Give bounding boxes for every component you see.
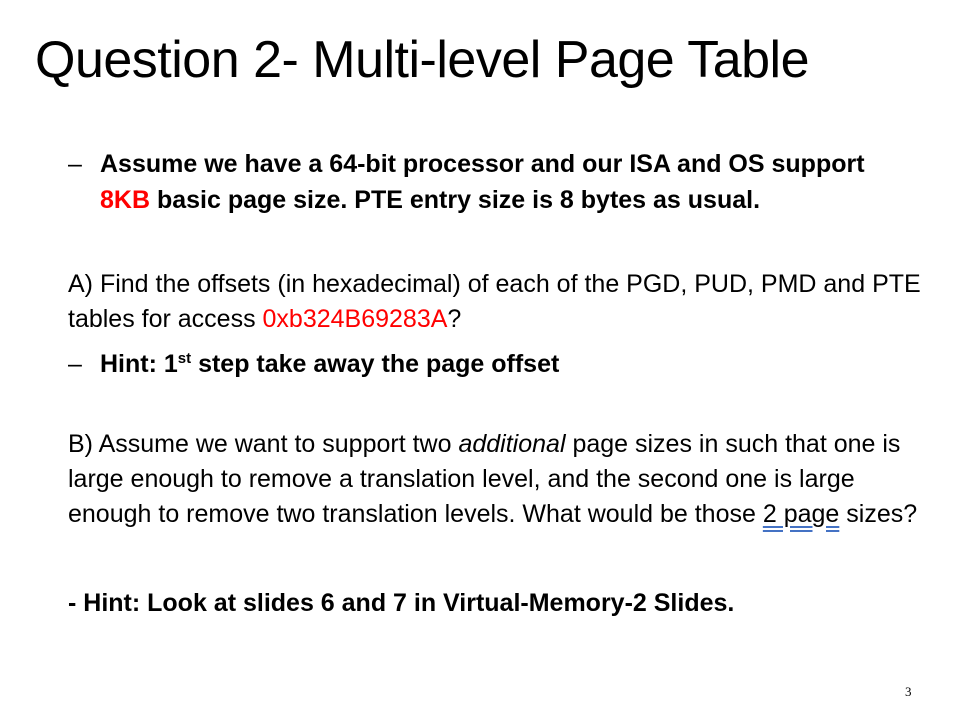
- slide-title: Question 2- Multi-level Page Table: [35, 31, 810, 89]
- hint-slides-reference: - Hint: Look at slides 6 and 7 in Virtual-Memory-2 Slides.: [68, 589, 735, 617]
- question-b-part3: sizes?: [839, 500, 918, 528]
- question-b: [68, 427, 928, 532]
- question-b-part1: B) Assume we want to support two: [68, 430, 459, 458]
- question-a: [68, 267, 928, 337]
- question-b-part2: page sizes in such that one is large enough to remove a translation level, and the second one is large enough to remove two translation levels. What would be those: [68, 430, 901, 528]
- question-a-part2: ?: [447, 305, 462, 333]
- bullet-dash: –: [68, 150, 82, 178]
- assumption-text: [100, 146, 890, 218]
- page-size-highlight: 8KB: [100, 186, 151, 214]
- hint-suffix: step take away the page offset: [191, 350, 560, 378]
- assumption-text-part1: Assume we have a 64-bit processor and our ISA and OS support: [100, 150, 865, 178]
- access-address: 0xb324B69283A: [262, 305, 448, 333]
- hint-superscript: st: [177, 350, 192, 367]
- page-number: 3: [905, 684, 912, 699]
- question-a-part1: A) Find the offsets (in hexadecimal) of each of the PGD, PUD, PMD and PTE tables for access: [68, 270, 921, 333]
- hint-prefix: Hint: 1: [100, 350, 178, 378]
- assumption-text-part2: basic page size. PTE entry size is 8 bytes as usual.: [150, 186, 761, 214]
- question-b-emphasis: additional: [458, 430, 566, 458]
- hint-text: [100, 346, 890, 382]
- underlined-phrase: 2 page: [762, 500, 840, 528]
- bullet-dash: –: [68, 350, 82, 378]
